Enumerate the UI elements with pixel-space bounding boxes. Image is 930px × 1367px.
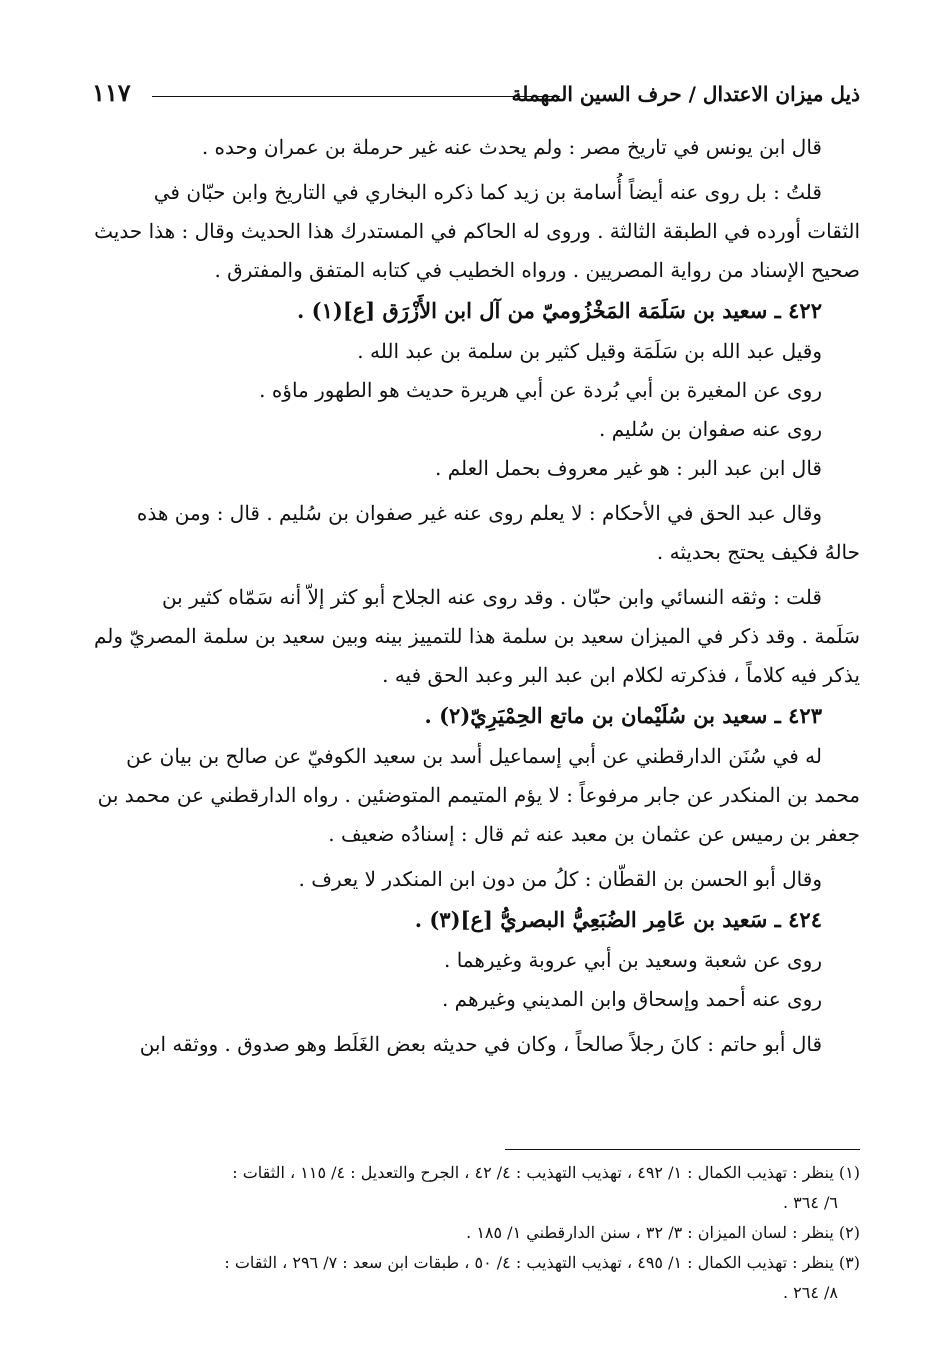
footnote-separator	[505, 1149, 860, 1150]
text-line: صحيح الإسناد من رواية المصريين . ورواه الخطيب في كتابه المتفق والمفترق .	[214, 258, 860, 282]
text-line: روى عنه أحمد وإسحاق وابن المديني وغيرهم .	[441, 987, 822, 1011]
running-title: ذيل ميزان الاعتدال / حرف السين المهملة	[511, 82, 860, 106]
text-line: روى عنه صفوان بن سُليم .	[599, 417, 822, 441]
text-line: وقال عبد الحق في الأحكام : لا يعلم روى عنه غير صفوان بن سُليم . قال : ومن هذه	[136, 501, 822, 525]
text-line: روى عن شعبة وسعيد بن أبي عروبة وغيرهما .	[444, 948, 822, 972]
text-line: جعفر بن رميس عن عثمان بن معبد عنه ثم قال : إسنادُه ضعيف .	[328, 822, 860, 846]
text-line: قلتُ : بل روى عنه أيضاً أُسامة بن زيد كما ذكره البخاري في التاريخ وابن حبّان في	[153, 180, 822, 204]
text-line: سَلَمة . وقد ذكر في الميزان سعيد بن سلمة هذا للتمييز بينه وبين سعيد بن سلمة المصريّ ولم	[94, 624, 860, 648]
text-line: قال ابن يونس في تاريخ مصر : ولم يحدث عنه غير حرملة بن عمران وحده .	[201, 135, 822, 159]
text-line: قال أبو حاتم : كانَ رجلاً صالحاً ، وكان في حديثه بعض الغَلَط وهو صدوق . ووثقه ابن	[139, 1032, 822, 1056]
entry-heading-424: ٤٢٤ ـ سَعيد بن عَامِر الضُبَعِيُّ البصريُّ [ع](٣) .	[414, 907, 822, 932]
page-header	[92, 74, 860, 114]
page-body	[92, 128, 860, 1064]
text-line: له في سُنَن الدارقطني عن أبي إسماعيل أسد بن سعيد الكوفيّ عن صالح بن بيان عن	[126, 744, 822, 768]
text-line: يذكر فيه كلاماً ، فذكرته لكلام ابن عبد البر وعبد الحق فيه .	[382, 663, 860, 687]
footnote-1: (١) ينظر : تهذيب الكمال : ١/ ٤٩٢ ، تهذيب التهذيب : ٤/ ٤٢ ، الجرح والتعديل : ٤/ ١١٥ ، الثقات :	[232, 1163, 860, 1182]
footnote-3: (٣) ينظر : تهذيب الكمال : ١/ ٤٩٥ ، تهذيب التهذيب : ٤/ ٥٠ ، طبقات ابن سعد : ٧/ ٢٩٦ ، الثقات :	[224, 1253, 860, 1272]
text-line: وقال أبو الحسن بن القطّان : كلُ من دون ابن المنكدر لا يعرف .	[298, 867, 822, 891]
header-rule	[152, 96, 560, 97]
text-line: قلت : وثقه النسائي وابن حبّان . وقد روى عنه الجلاح أبو كثر إلاّ أنه سَمّاه كثير بن	[161, 585, 822, 609]
page-number: ١١٧	[92, 78, 131, 107]
text-line: محمد بن المنكدر عن جابر مرفوعاً : لا يؤم المتيمم المتوضئين . رواه الدارقطني عن محمد بن	[97, 783, 860, 807]
text-line: روى عن المغيرة بن أبي بُردة عن أبي هريرة حديث هو الطهور ماؤه .	[259, 378, 822, 402]
entry-heading-423: ٤٢٣ ـ سعيد بن سُلَيْمان بن ماتع الحِمْيَرِيّ(٢) .	[424, 703, 822, 728]
footnotes	[92, 1158, 860, 1308]
footnote-2: (٢) ينظر : لسان الميزان : ٣/ ٣٢ ، سنن الدارقطني ١/ ١٨٥ .	[466, 1223, 860, 1242]
footnote-1-cont: ٦/ ٣٦٤ .	[782, 1193, 838, 1212]
text-line: وقيل عبد الله بن سَلَمَة وقيل كثير بن سلمة بن عبد الله .	[357, 339, 822, 363]
text-line: حالهُ فكيف يحتج بحديثه .	[656, 540, 860, 564]
entry-heading-422: ٤٢٢ ـ سعيد بن سَلَمَة المَخْزُوميّ من آل ابن الأَزْرَق [ع](١) .	[297, 298, 822, 323]
text-line: قال ابن عبد البر : هو غير معروف بحمل العلم .	[434, 456, 822, 480]
footnote-3-cont: ٨/ ٢٦٤ .	[782, 1283, 838, 1302]
text-line: الثقات أورده في الطبقة الثالثة . وروى له الحاكم في المستدرك هذا الحديث وقال : هذا حديث	[94, 219, 860, 243]
